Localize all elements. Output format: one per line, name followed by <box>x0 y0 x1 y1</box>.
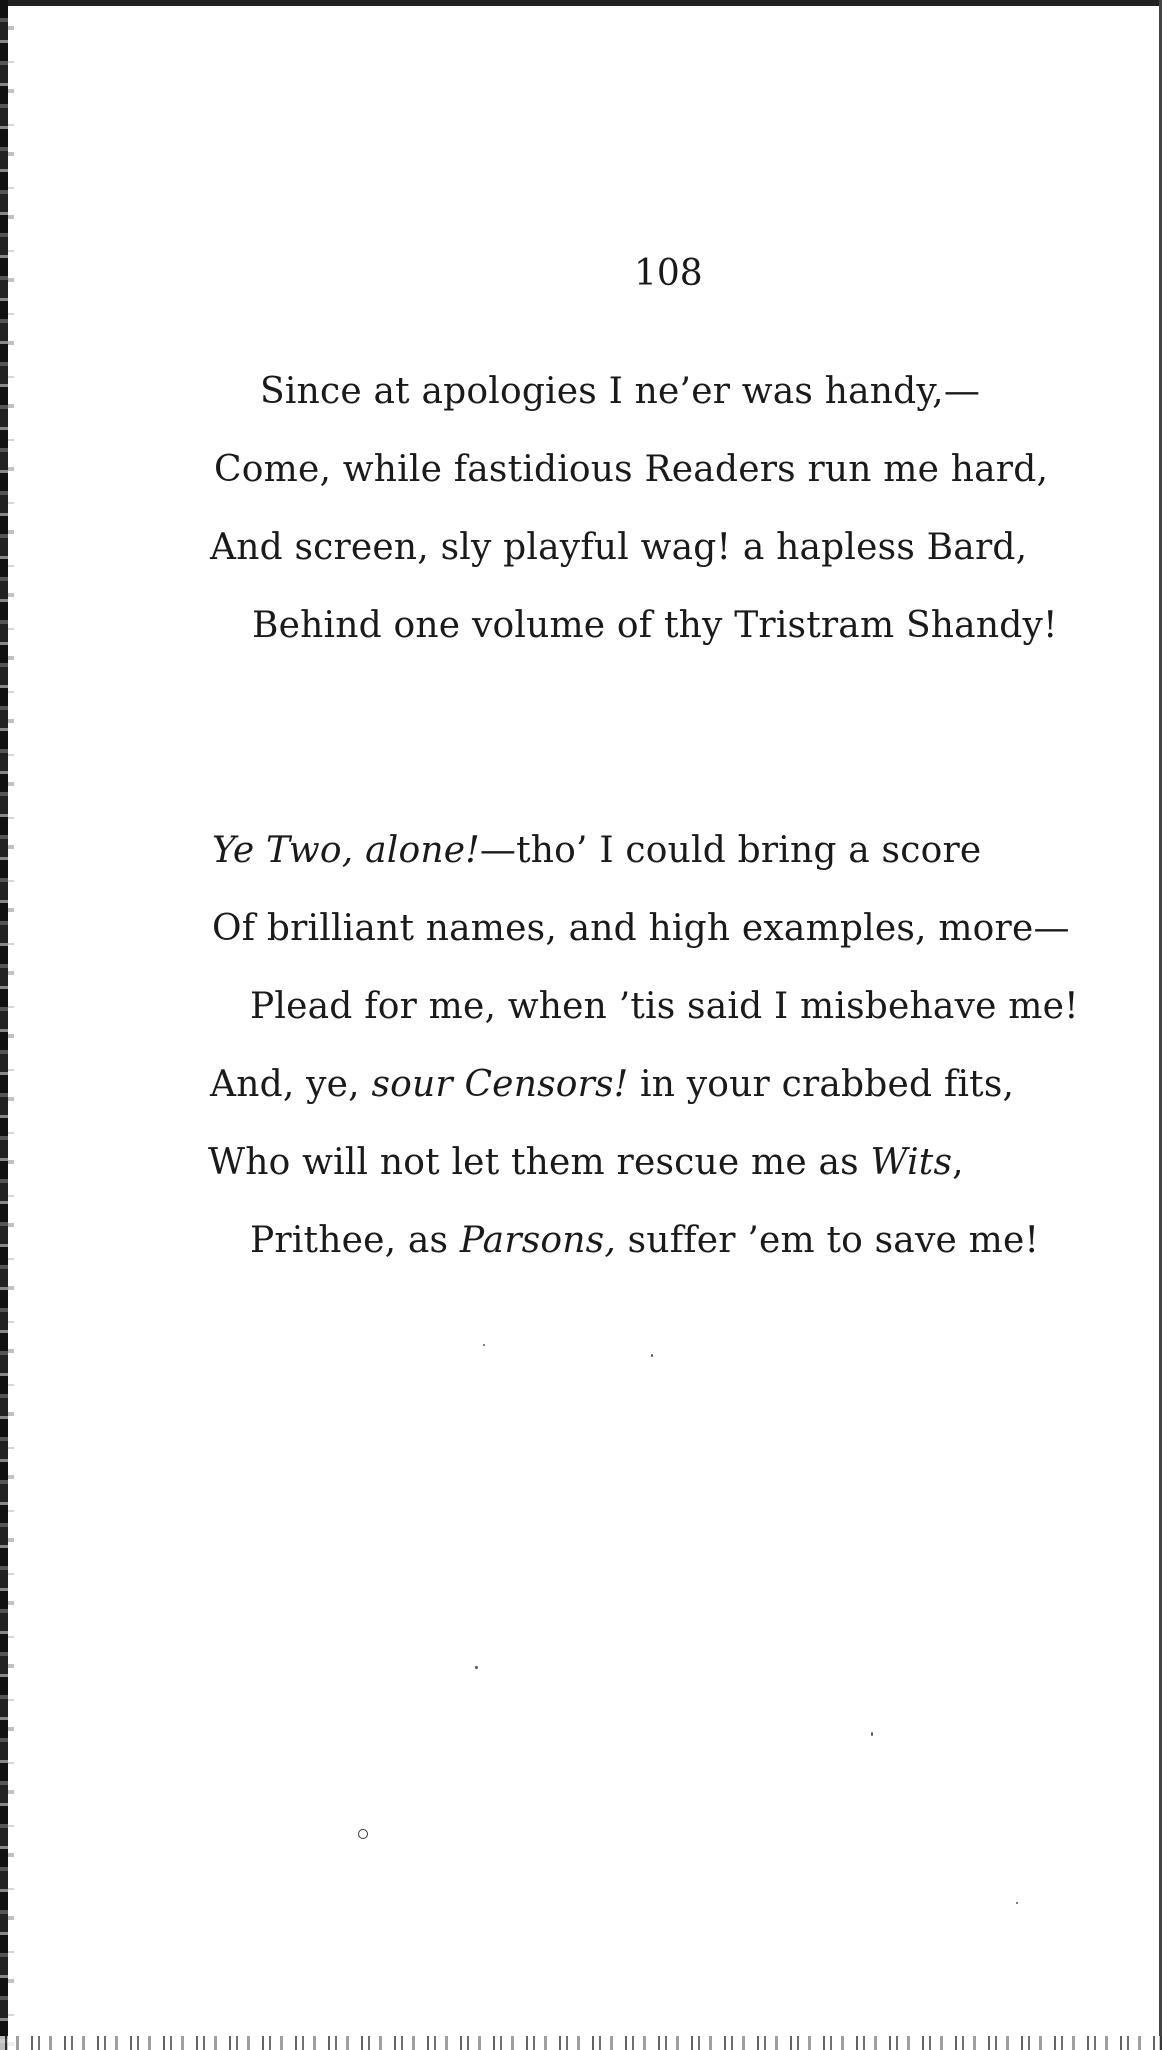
ink-speck <box>483 1344 485 1346</box>
line-text: , <box>952 1142 964 1183</box>
scan-edge-bottom <box>0 2036 1162 2050</box>
line-text: Prithee, as <box>250 1220 460 1261</box>
ink-ring-mark <box>358 1829 368 1839</box>
line-text: suffer ’em to save me! <box>616 1220 1040 1261</box>
poem-line <box>210 1063 1014 1107</box>
line-text: in your crabbed fits, <box>628 1064 1015 1105</box>
ink-speck <box>1016 1902 1018 1904</box>
italic-phrase: Wits <box>870 1142 953 1183</box>
italic-phrase: sour Censors! <box>371 1064 629 1105</box>
poem-line: Of brilliant names, and high examples, more— <box>212 908 1070 949</box>
scan-edge-left-shadow <box>8 0 14 2050</box>
poem-line <box>208 1141 964 1185</box>
scan-edge-left <box>0 0 8 2050</box>
poem-line: Behind one volume of thy Tristram Shandy! <box>252 605 1058 646</box>
ink-speck <box>475 1666 478 1669</box>
poem-line: Plead for me, when ’tis said I misbehave me! <box>250 986 1079 1027</box>
line-text: Who will not let them rescue me as <box>208 1142 871 1183</box>
poem-line: And screen, sly playful wag! a hapless Bard, <box>210 527 1028 568</box>
poem-line: Since at apologies I ne’er was handy,— <box>260 371 981 412</box>
poem-line: Come, while fastidious Readers run me hard, <box>214 449 1049 490</box>
poem-line <box>250 1219 1039 1263</box>
line-text: —tho’ I could bring a score <box>479 830 982 871</box>
italic-phrase: Parsons, <box>459 1220 617 1261</box>
line-text: And, ye, <box>210 1064 372 1105</box>
poem-line <box>212 829 981 873</box>
ink-speck <box>651 1354 653 1357</box>
page-number: 108 <box>634 253 703 294</box>
italic-phrase: Ye Two, alone! <box>212 830 480 871</box>
scan-edge-top <box>0 0 1162 6</box>
ink-speck <box>871 1732 873 1736</box>
